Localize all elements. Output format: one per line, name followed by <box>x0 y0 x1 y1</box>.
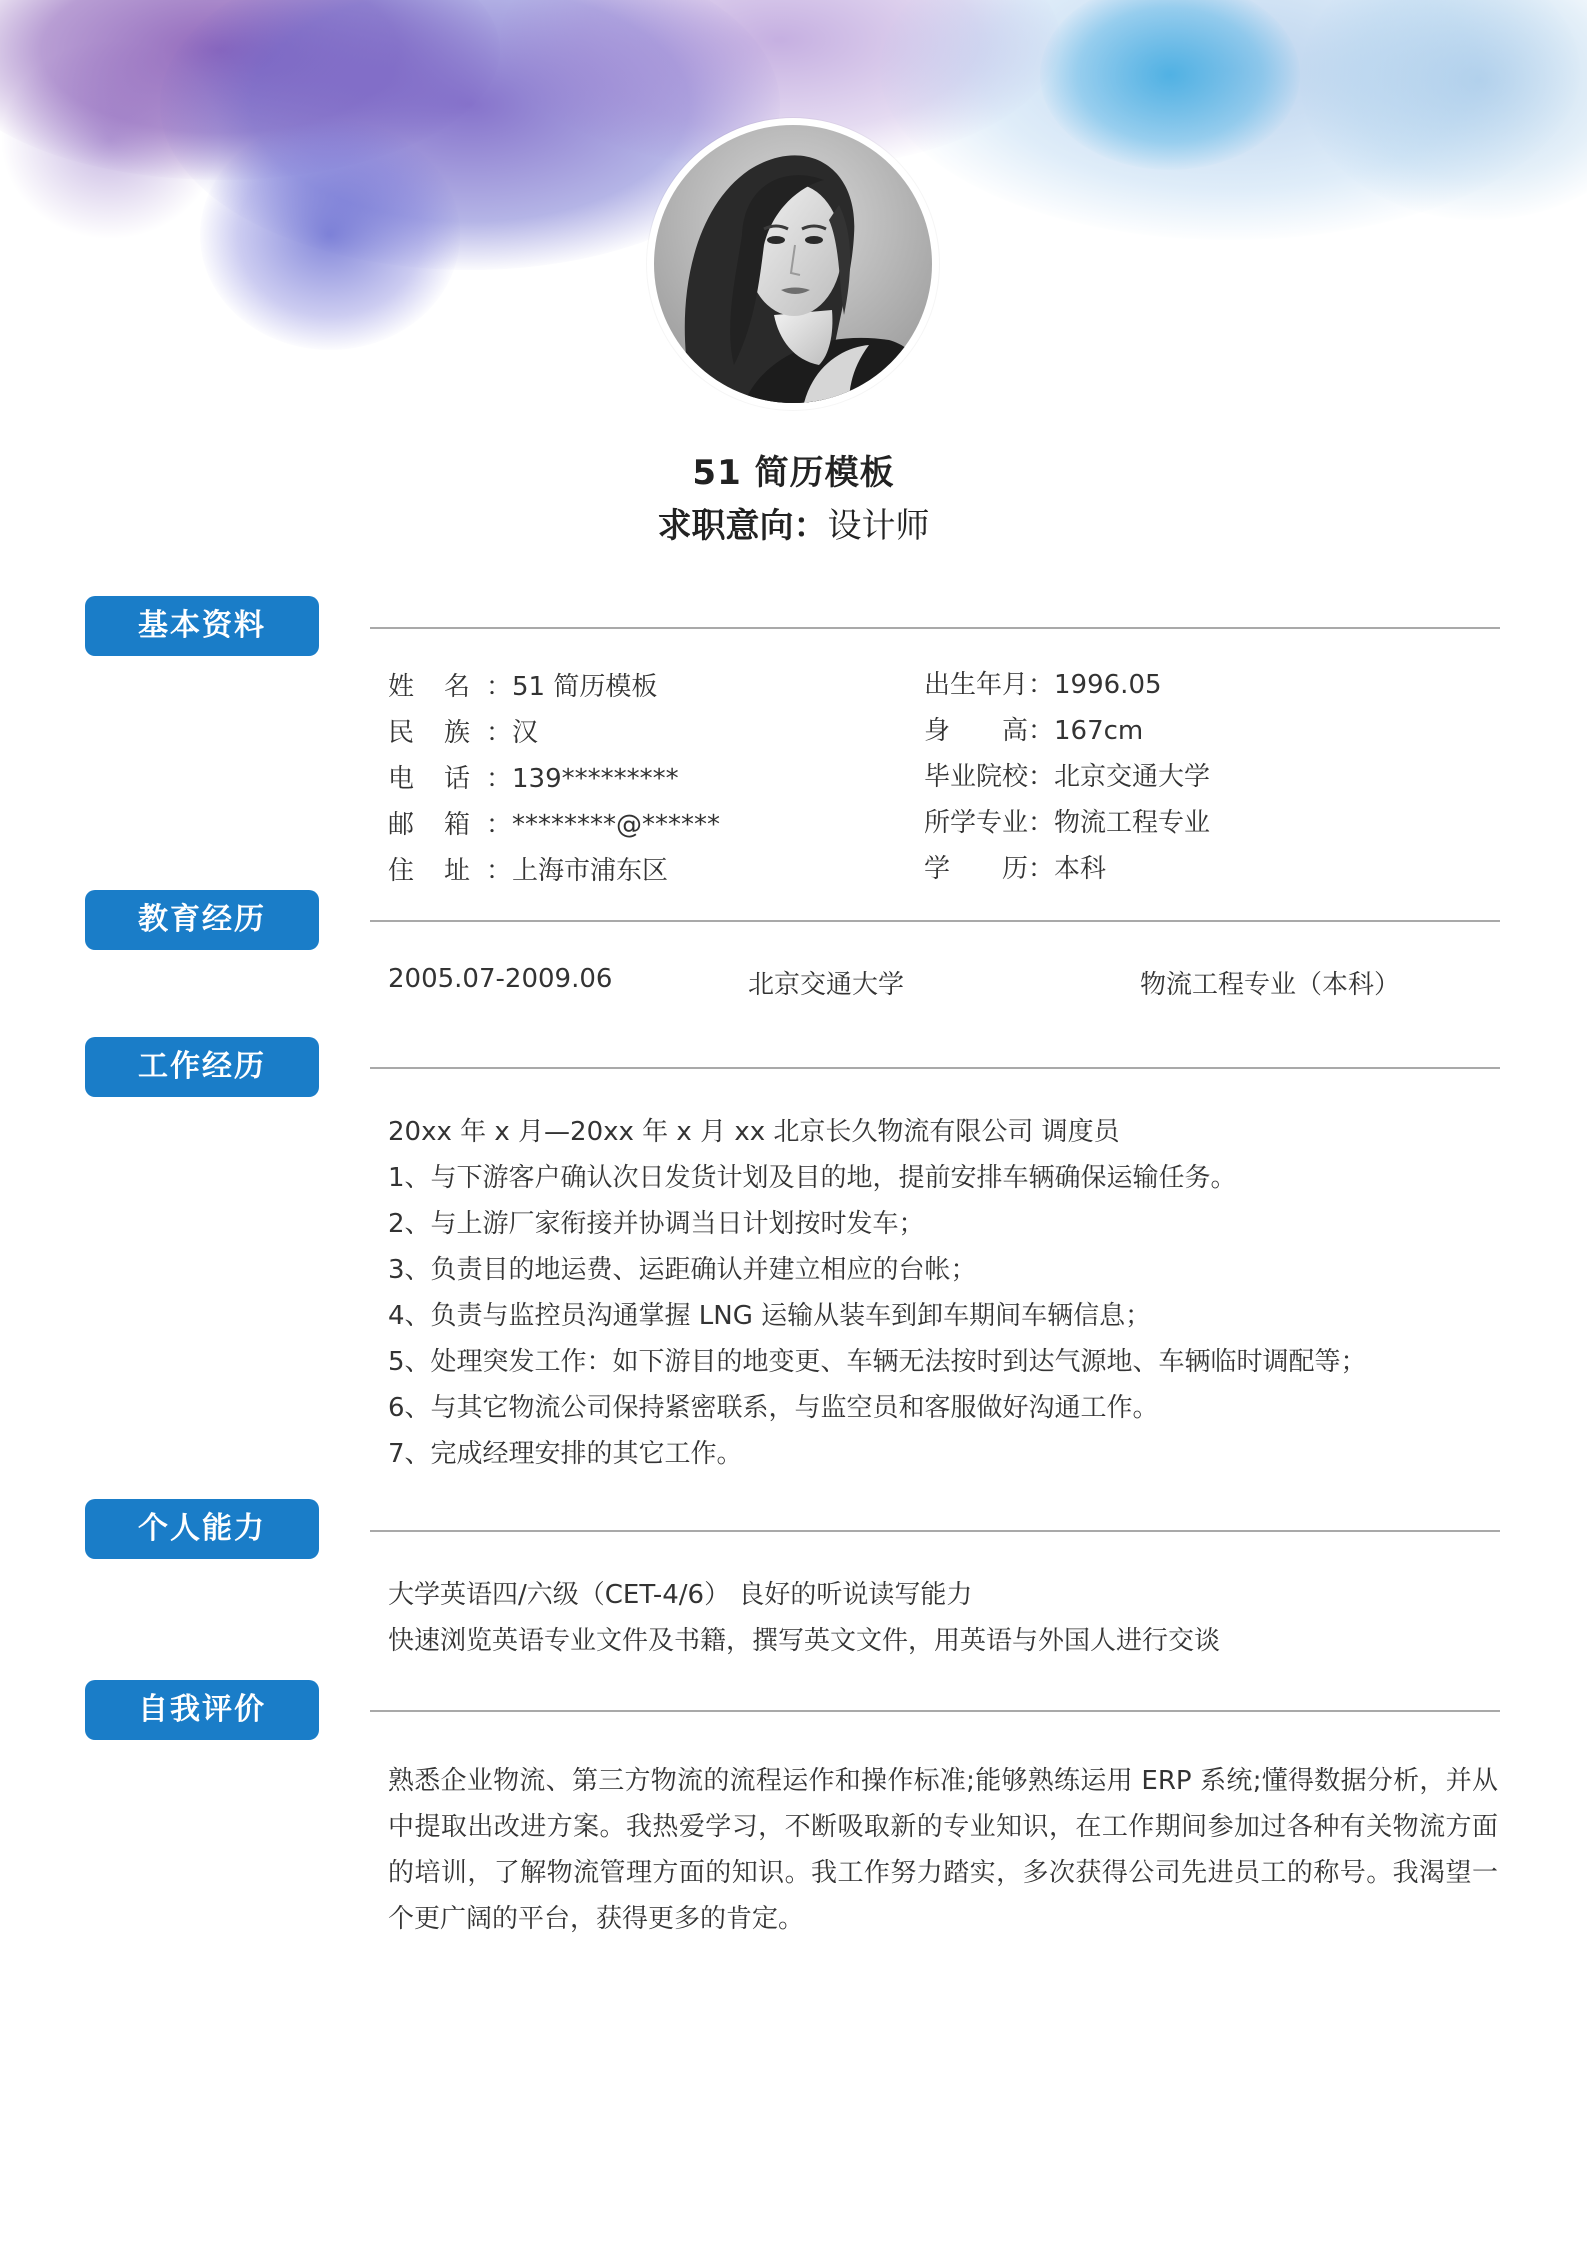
info-phone-row: 电 话 ：139********* <box>388 764 679 794</box>
section-work-heading: 工作经历 <box>85 1037 319 1097</box>
info-major-row <box>924 802 1210 839</box>
work-item: 4、负责与监控员沟通掌握 LNG 运输从装车到卸车期间车辆信息； <box>388 1301 1152 1331</box>
job-intention <box>0 498 1587 547</box>
info-email-value: ********@****** <box>512 810 721 840</box>
work-item: 5、处理突发工作：如下游目的地变更、车辆无法按时到达气源地、车辆临时调配等； <box>388 1347 1367 1377</box>
section-divider <box>370 627 1500 629</box>
info-email-row: 邮 箱 ：********@****** <box>388 810 721 840</box>
info-major-label: 所学专业： <box>924 808 1055 838</box>
avatar <box>647 118 939 410</box>
info-major-value: 物流工程专业 <box>1054 808 1211 838</box>
section-divider <box>370 920 1500 922</box>
skill-item: 大学英语四/六级（CET-4/6） 良好的听说读写能力 <box>388 1580 973 1610</box>
resume-name: 51 简历模板 <box>692 453 895 493</box>
profile-photo <box>654 125 932 403</box>
info-ethnicity-value: 汉 <box>512 718 539 748</box>
info-height-label: 身 高： <box>924 716 1055 746</box>
info-degree-label: 学 历： <box>924 854 1055 884</box>
info-degree-row <box>924 848 1106 885</box>
section-divider <box>370 1067 1500 1069</box>
work-item: 7、完成经理安排的其它工作。 <box>388 1439 743 1469</box>
self-evaluation-text: 熟悉企业物流、第三方物流的流程运作和操作标准;能够熟练运用 ERP 系统;懂得数据分析，并从中提取出改进方案。我热爱学习，不断吸取新的专业知识，在工作期间参加过各种有关物流方面的培训，了解物流管理方面的知识。我工作努力踏实，多次获得公司先进员工的称号。我渴望一个更广阔的平台，获得更多的肯定。 <box>388 1766 1498 1934</box>
info-address-value: 上海市浦东区 <box>512 856 669 886</box>
info-birth-label: 出生年月： <box>924 670 1055 700</box>
job-intention-label: 求职意向： <box>657 506 828 546</box>
section-divider <box>370 1710 1500 1712</box>
info-phone-value: 139********* <box>512 764 679 794</box>
info-height-value: 167cm <box>1054 716 1144 746</box>
info-address-row: 住 址 ：上海市浦东区 <box>388 856 669 886</box>
info-school-label: 毕业院校： <box>924 762 1055 792</box>
job-intention-value: 设计师 <box>827 506 930 546</box>
info-birth-value: 1996.05 <box>1054 670 1162 700</box>
section-basic-info-heading: 基本资料 <box>85 596 319 656</box>
education-school: 北京交通大学 <box>748 970 905 1000</box>
education-major: 物流工程专业（本科） <box>1140 970 1401 1000</box>
info-ethnicity-row: 民 族 ：汉 <box>388 718 539 748</box>
info-birth-row <box>924 664 1162 701</box>
work-item: 2、与上游厂家衔接并协调当日计划按时发车； <box>388 1209 925 1239</box>
info-degree-value: 本科 <box>1054 854 1107 884</box>
info-height-row <box>924 710 1143 747</box>
section-skills-heading: 个人能力 <box>85 1499 319 1559</box>
section-education-heading: 教育经历 <box>85 890 319 950</box>
work-item: 1、与下游客户确认次日发货计划及目的地，提前安排车辆确保运输任务。 <box>388 1163 1237 1193</box>
info-name-value: 51 简历模板 <box>512 672 658 702</box>
work-item: 6、与其它物流公司保持紧密联系，与监空员和客服做好沟通工作。 <box>388 1393 1159 1423</box>
work-item: 3、负责目的地运费、运距确认并建立相应的台帐； <box>388 1255 977 1285</box>
skill-item: 快速浏览英语专业文件及书籍，撰写英文文件，用英语与外国人进行交谈 <box>388 1626 1221 1656</box>
info-name-row: 姓 名 ：51 简历模板 <box>388 672 658 702</box>
info-school-row <box>924 756 1210 793</box>
work-header: 20xx 年 x 月—20xx 年 x 月 xx 北京长久物流有限公司 调度员 <box>388 1117 1120 1147</box>
info-school-value: 北京交通大学 <box>1054 762 1211 792</box>
section-divider <box>370 1530 1500 1532</box>
section-self-eval-heading: 自我评价 <box>85 1680 319 1740</box>
education-period: 2005.07-2009.06 <box>388 964 613 994</box>
